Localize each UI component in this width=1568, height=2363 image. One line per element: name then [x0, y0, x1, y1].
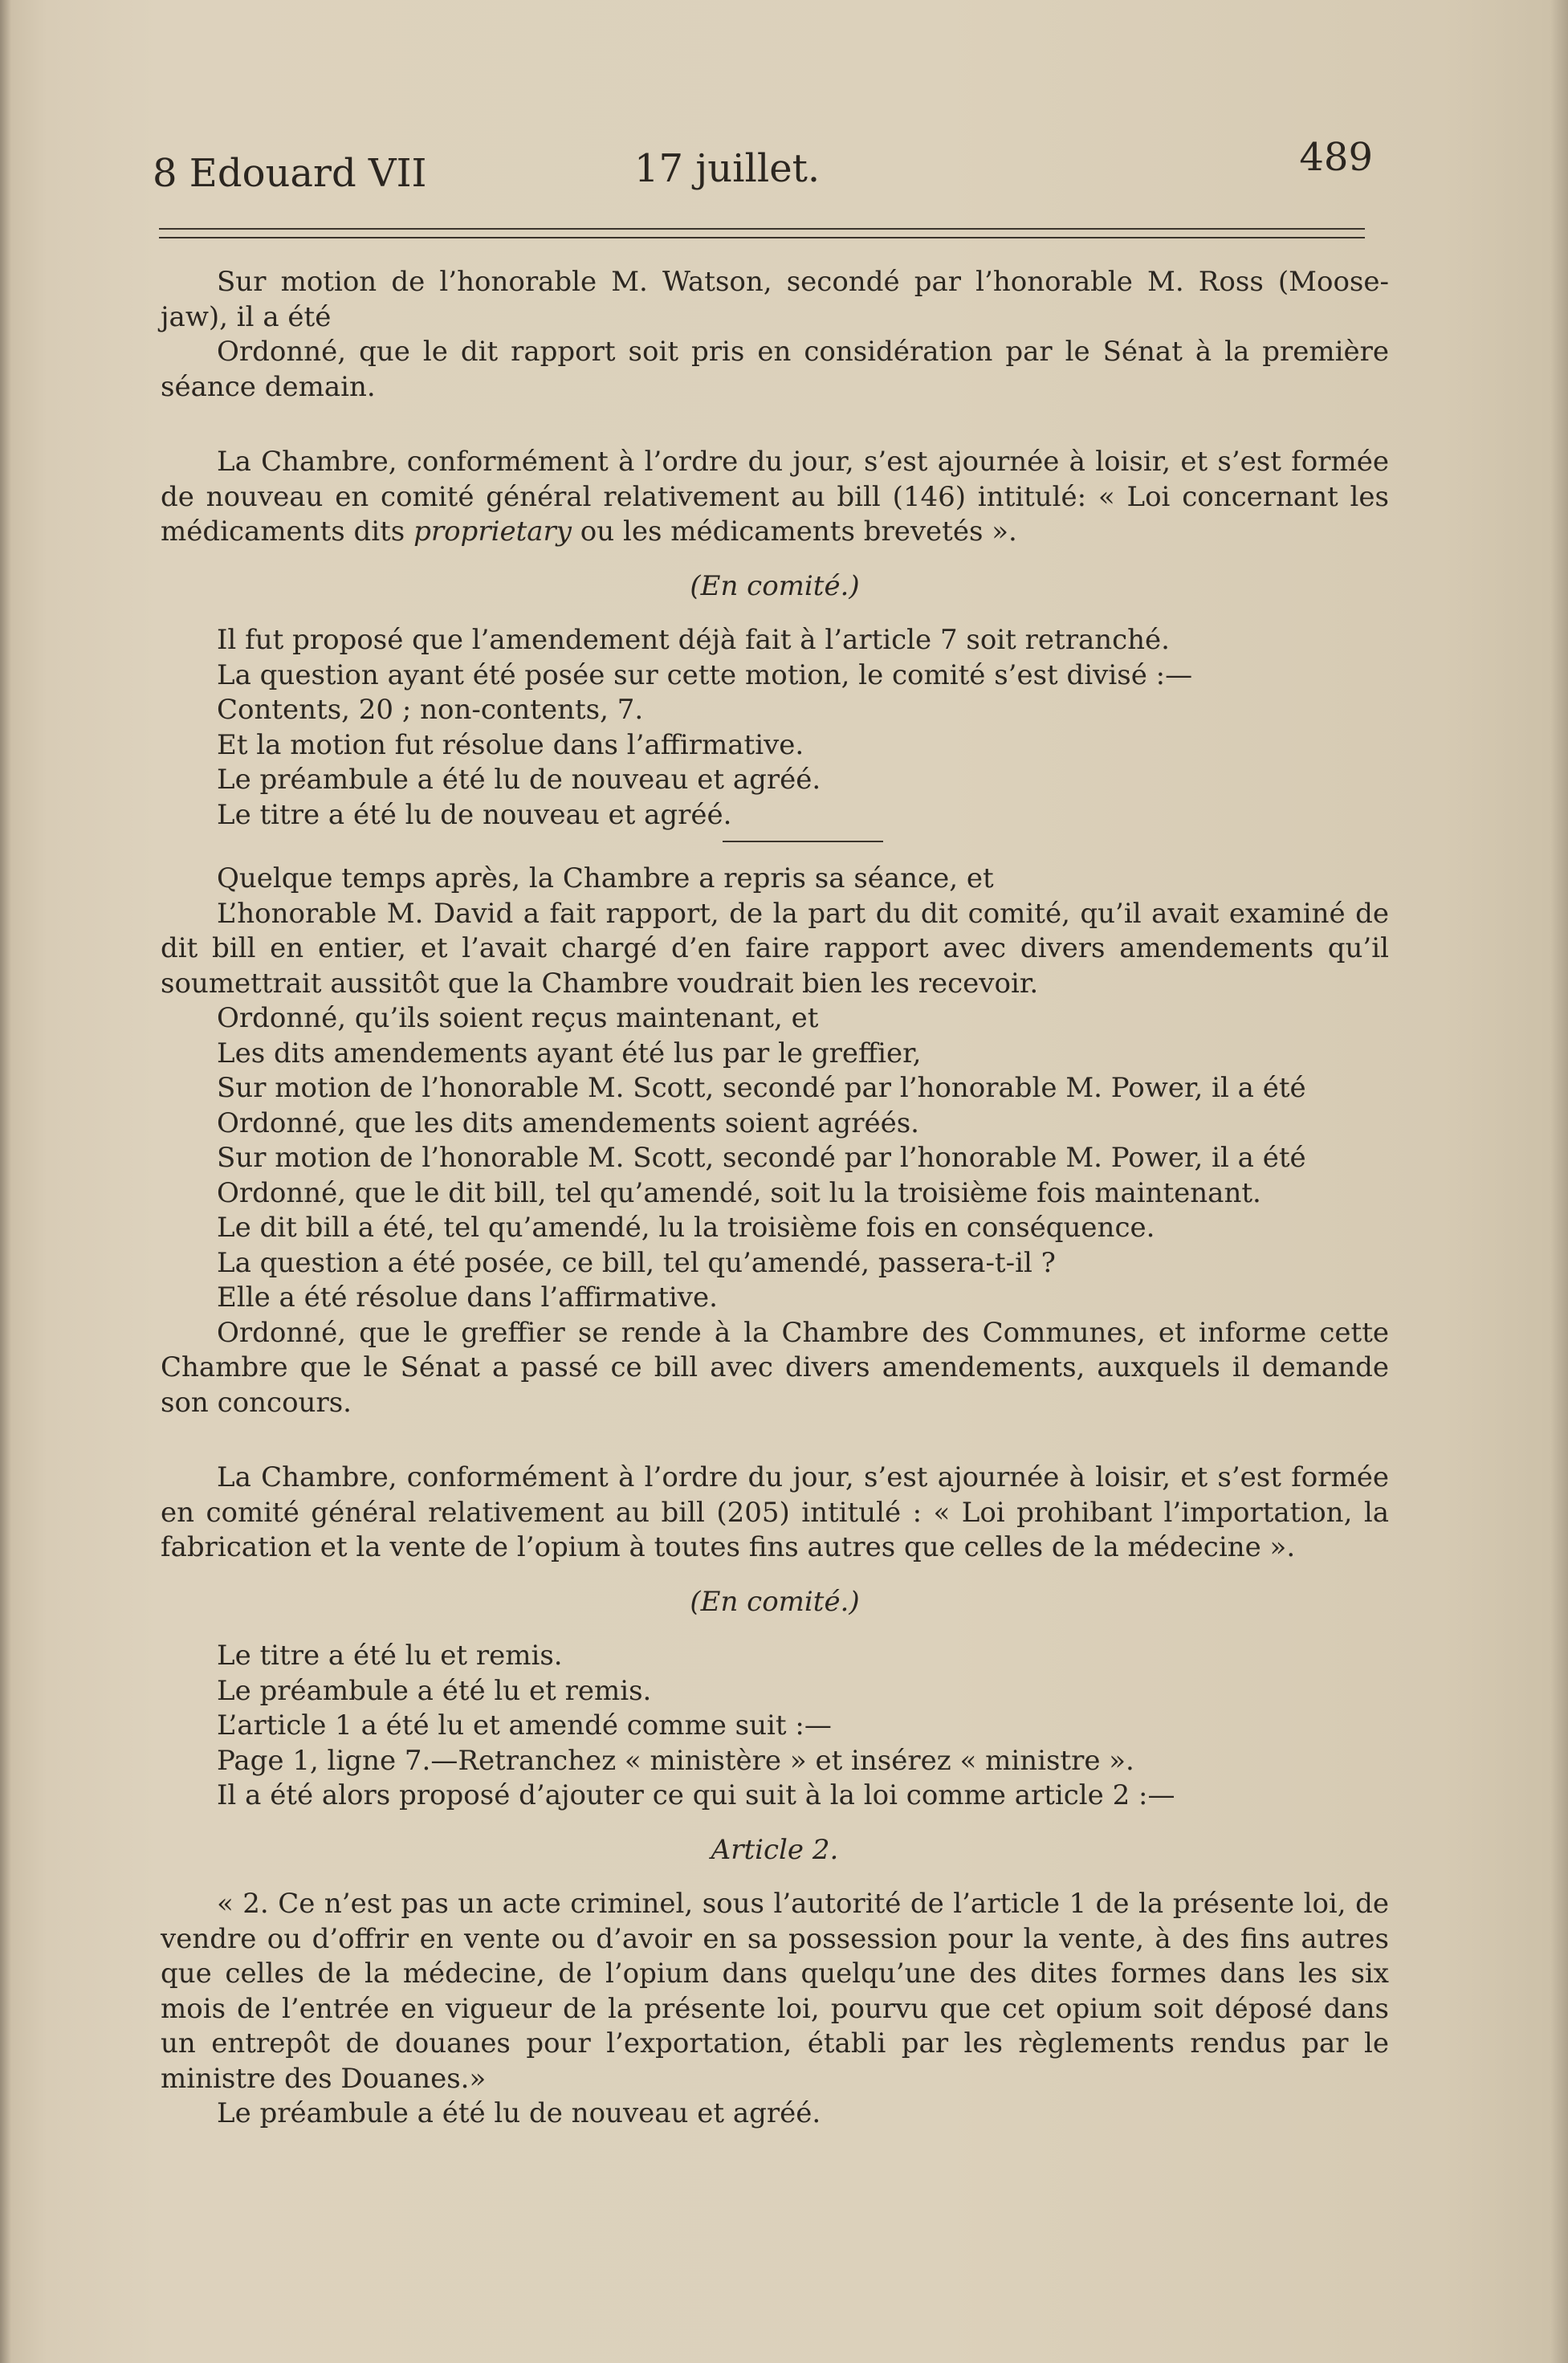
- header-rule-bottom: [159, 237, 1365, 238]
- committee1-line: Et la motion fut résolue dans l’affirmative.: [217, 728, 804, 761]
- body-text: [161, 265, 1389, 2132]
- committee1-line: Le préambule a été lu de nouveau et agréé.: [217, 764, 821, 796]
- paragraph-ordonne-rapport: Ordonné, que le dit rapport soit pris en considération par le Sénat à la première séance demain.: [161, 336, 1389, 403]
- committee2-line: Le titre a été lu et remis.: [217, 1640, 563, 1672]
- closing-line: Le préambule a été lu de nouveau et agréé.: [217, 2097, 821, 2129]
- session-line: Quelque temps après, la Chambre a repris sa séance, et: [217, 862, 994, 894]
- article-2-heading: Article 2.: [711, 1833, 839, 1866]
- spacer: [161, 1566, 1389, 1585]
- session-line: Les dits amendements ayant été lus par le greffier,: [217, 1037, 922, 1069]
- session-line: Ordonné, qu’ils soient reçus maintenant, et: [217, 1002, 819, 1034]
- page-number: 489: [1299, 135, 1373, 180]
- committee1-line: Contents, 20 ; non-contents, 7.: [217, 694, 644, 726]
- header-reign: 8 Edouard VII: [153, 151, 427, 196]
- article-2-text: « 2. Ce n’est pas un acte criminel, sous l’autorité de l’article 1 de la présente loi, de vendre ou d’offrir en vente ou d’avoir en sa possession pour la vente, à des fins autres que celles de la médecine, de l’opium dans quelqu’une des dites formes dans les six mois de l’entrée en vigueur de la présente loi, pourvu que cet opium soit déposé dans un entrepôt de douanes pour l’exportation, établi par les règlements rendus par le ministre des Douanes.»: [161, 1888, 1389, 2095]
- committee-heading-1: (En comité.): [690, 569, 860, 602]
- committee2-line: Il a été alors proposé d’ajouter ce qui suit à la loi comme article 2 :—: [217, 1779, 1175, 1811]
- spacer: [161, 1420, 1389, 1461]
- committee2-line: Page 1, ligne 7.—Retranchez « ministère » et insérez « ministre ».: [217, 1744, 1134, 1777]
- paragraph-bill-146: [161, 445, 1389, 550]
- spacer: [161, 1814, 1389, 1833]
- committee1-line: Il fut proposé que l’amendement déjà fait à l’article 7 soit retranché.: [217, 624, 1170, 656]
- page-left-edge-shadow: [0, 0, 11, 2363]
- session-line: Sur motion de l’honorable M. Scott, secondé par l’honorable M. Power, il a été: [217, 1142, 1306, 1174]
- spacer: [161, 550, 1389, 569]
- session-line: L’honorable M. David a fait rapport, de la part du dit comité, qu’il avait examiné de dit bill en entier, et l’avait chargé d’en faire rapport avec divers amendements qu’il soumettrait aussitôt que la Chambre voudrait bien les recevoir.: [161, 897, 1389, 1000]
- committee1-line: Le titre a été lu de nouveau et agréé.: [217, 798, 732, 831]
- paragraph-watson-motion: Sur motion de l’honorable M. Watson, secondé par l’honorable M. Ross (Moose-jaw), il a été: [161, 266, 1389, 333]
- spacer: [161, 604, 1389, 623]
- session-line: Le dit bill a été, tel qu’amendé, lu la troisième fois en conséquence.: [217, 1212, 1155, 1244]
- session-line: Ordonné, que les dits amendements soient agréés.: [217, 1106, 919, 1139]
- committee2-line: L’article 1 a été lu et amendé comme suit :—: [217, 1709, 832, 1742]
- header-date: 17 juillet.: [634, 146, 821, 191]
- header-rule-top: [159, 228, 1365, 230]
- bill-146-italic: proprietary: [413, 515, 572, 548]
- committee-heading-2: (En comité.): [690, 1585, 860, 1618]
- session-line: La question a été posée, ce bill, tel qu’amendé, passera-t-il ?: [217, 1246, 1056, 1279]
- committee2-line: Le préambule a été lu et remis.: [217, 1674, 652, 1707]
- section-divider: [723, 841, 883, 842]
- page-right-edge-shadow: [1550, 0, 1568, 2363]
- session-line: Elle a été résolue dans l’affirmative.: [217, 1281, 718, 1314]
- spacer: [161, 1619, 1389, 1639]
- bill-146-text-end: ou les médicaments brevetés ».: [580, 515, 1017, 548]
- session-line: Sur motion de l’honorable M. Scott, secondé par l’honorable M. Power, il a été: [217, 1072, 1306, 1104]
- spacer: [161, 405, 1389, 445]
- bill-146-text: La Chambre, conformément à l’ordre du jour, s’est ajournée à loisir, et s’est formée de nouveau en comité général relativement au bill (146) intitulé: « Loi concernant les médicaments dits: [161, 446, 1389, 548]
- running-header: [153, 135, 1373, 199]
- committee1-line: La question ayant été posée sur cette motion, le comité s’est divisé :—: [217, 658, 1193, 691]
- session-line: Ordonné, que le greffier se rende à la Chambre des Communes, et informe cette Chambre que le Sénat a passé ce bill avec divers amendements, auxquels il demande son concours.: [161, 1316, 1389, 1419]
- paragraph-bill-205: La Chambre, conformément à l’ordre du jour, s’est ajournée à loisir, et s’est formée en comité général relativement au bill (205) intitulé : « Loi prohibant l’importation, la fabrication et la vente de l’opium à toutes fins autres que celles de la médecine ».: [161, 1461, 1389, 1563]
- session-line: Ordonné, que le dit bill, tel qu’amendé, soit lu la troisième fois maintenant.: [217, 1176, 1261, 1209]
- spacer: [161, 1868, 1389, 1887]
